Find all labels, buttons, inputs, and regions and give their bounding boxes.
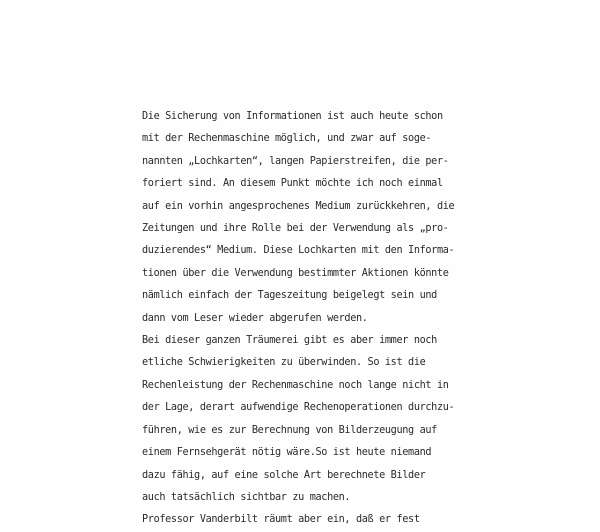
text-line: mit der Rechenmaschine möglich, und zwar auf soge- <box>142 133 432 145</box>
text-line: auf ein vorhin angesprochenes Medium zurückkehren, die <box>142 200 455 212</box>
text-line: einem Fernsehgerät nötig wäre.So ist heute niemand <box>142 447 432 459</box>
text-line: Bei dieser ganzen Träumerei gibt es aber immer noch <box>142 335 437 347</box>
text-line: duzierendes“ Medium. Diese Lochkarten mit den Informa- <box>142 245 455 257</box>
text-line: tionen über die Verwendung bestimmter Aktionen könnte <box>142 267 449 279</box>
text-line: Zeitungen und ihre Rolle bei der Verwendung als „pro- <box>142 223 449 235</box>
text-line: dann vom Leser wieder abgerufen werden. <box>142 312 368 324</box>
text-line: auch tatsächlich sichtbar zu machen. <box>142 491 351 503</box>
body-text <box>142 106 454 532</box>
text-line: dazu fähig, auf eine solche Art berechnete Bilder <box>142 469 426 481</box>
text-line: Die Sicherung von Informationen ist auch heute schon <box>142 111 443 122</box>
text-line: Professor Vanderbilt räumt aber ein, daß er fest <box>142 514 420 526</box>
text-line: der Lage, derart aufwendige Rechenoperationen durchzu- <box>142 402 455 414</box>
text-line: etliche Schwierigkeiten zu überwinden. So ist die <box>142 357 426 369</box>
text-line: nannten „Lochkarten“, langen Papierstreifen, die per- <box>142 155 449 167</box>
text-line: foriert sind. An diesem Punkt möchte ich noch einmal <box>142 178 443 190</box>
text-line: Rechenleistung der Rechenmaschine noch lange nicht in <box>142 379 449 391</box>
text-line: nämlich einfach der Tageszeitung beigelegt sein und <box>142 290 437 302</box>
text-line: führen, wie es zur Berechnung von Bilderzeugung auf <box>142 424 437 436</box>
